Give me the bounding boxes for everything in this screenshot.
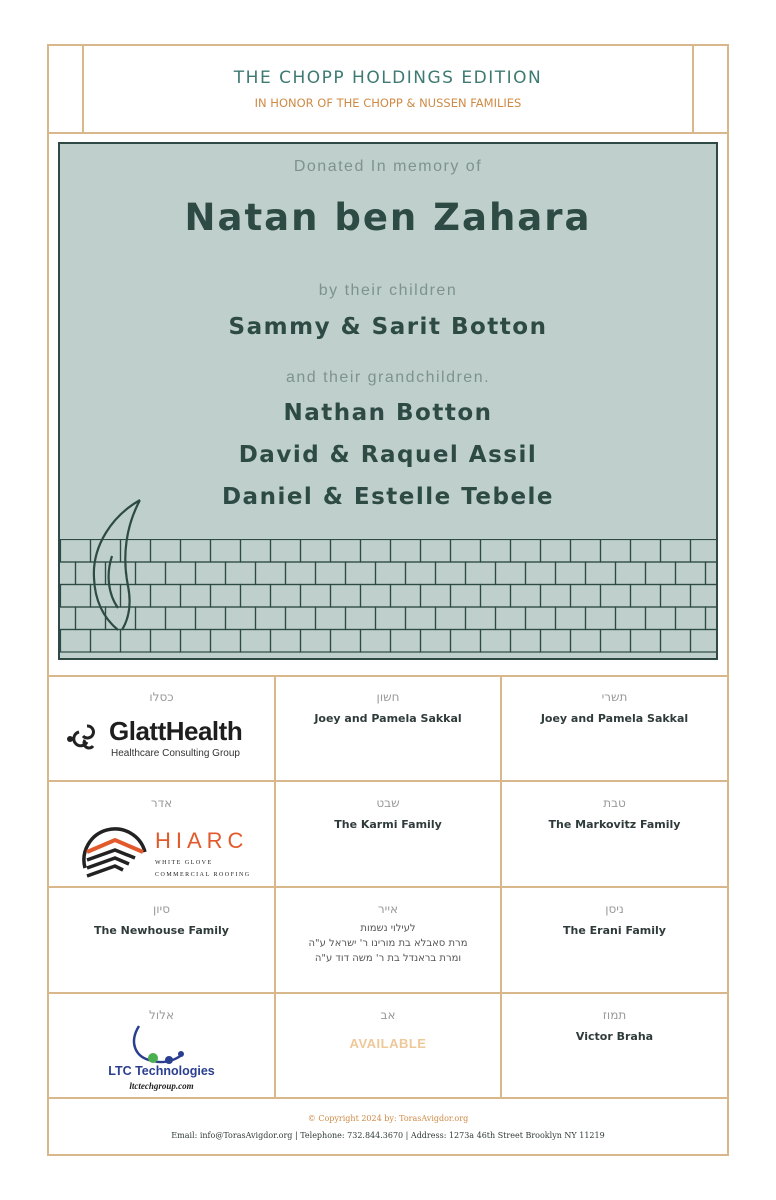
hiarc-name: HIARC: [155, 828, 249, 853]
ltc-icon: [129, 1022, 189, 1066]
glatthealth-logo: [49, 712, 274, 772]
brick: [391, 630, 421, 653]
dedication-line-2: מרת סאבלא בת מורינו ר' ישראל ע"ה: [308, 938, 468, 949]
month-name: שבט: [376, 796, 400, 810]
brick: [541, 630, 571, 653]
brick: [691, 630, 719, 653]
brick: [526, 562, 556, 585]
brick: [601, 540, 631, 563]
brick: [286, 562, 316, 585]
available-label: AVAILABLE: [349, 1036, 427, 1051]
ltc-logo: [49, 1022, 274, 1094]
brick: [601, 630, 631, 653]
brick: [496, 607, 526, 630]
brick: [631, 630, 661, 653]
brick: [151, 585, 181, 608]
brick: [91, 630, 121, 653]
brick: [616, 607, 646, 630]
month-name: אייר: [377, 902, 399, 916]
brick: [496, 562, 526, 585]
brick: [631, 540, 661, 563]
brick: [421, 540, 451, 563]
brick: [406, 607, 436, 630]
memorial-name: Natan ben Zahara: [184, 196, 592, 239]
hiarc-icon: [79, 818, 151, 884]
brick: [451, 630, 481, 653]
brick: [271, 630, 301, 653]
dedication-line-3: ומרת בראנדל בת ר' משה דוד ע"ה: [314, 953, 462, 964]
brick: [511, 630, 541, 653]
month-cell-elul: [49, 1008, 274, 1094]
brick: [196, 562, 226, 585]
grid-line: [47, 1097, 729, 1099]
month-cell-shevat: [276, 796, 500, 831]
memorial-intro: Donated In memory of: [293, 158, 483, 175]
brick: [706, 562, 719, 585]
brick: [451, 585, 481, 608]
brick: [556, 562, 586, 585]
hiarc-line-2: COMMERCIAL ROOFING: [155, 872, 251, 878]
glatthealth-name-b: Health: [165, 716, 243, 746]
month-cell-tevet: [502, 796, 727, 831]
hiarc-logo: [49, 812, 274, 882]
brick: [346, 607, 376, 630]
brick: [571, 630, 601, 653]
brick: [631, 585, 661, 608]
month-name: תמוז: [602, 1008, 627, 1022]
month-name: אב: [380, 1008, 396, 1022]
brick: [151, 630, 181, 653]
grandchildren-intro: and their grandchildren.: [285, 369, 491, 386]
brick: [211, 630, 241, 653]
brick: [481, 585, 511, 608]
glatthealth-tagline: Healthcare Consulting Group: [111, 748, 240, 759]
donor-name: Joey and Pamela Sakkal: [314, 712, 462, 725]
month-name: סיון: [152, 902, 170, 916]
month-name: אדר: [150, 796, 173, 810]
brick: [676, 607, 706, 630]
brick: [256, 562, 286, 585]
brick: [331, 630, 361, 653]
dedication-line-1: לעילוי נשמות: [360, 923, 416, 934]
footer-copyright: © Copyright 2024 by: TorasAvigdor.org: [307, 1114, 469, 1123]
brick: [301, 630, 331, 653]
brick: [481, 630, 511, 653]
donor-name: The Karmi Family: [334, 818, 442, 831]
children-names: Sammy & Sarit Botton: [228, 314, 548, 340]
brick: [181, 585, 211, 608]
brick: [271, 585, 301, 608]
brick: [301, 540, 331, 563]
brick: [406, 562, 436, 585]
brick: [286, 607, 316, 630]
brick: [121, 630, 151, 653]
brick: [661, 630, 691, 653]
brick: [181, 630, 211, 653]
brick: [361, 585, 391, 608]
brick: [181, 540, 211, 563]
brick: [676, 562, 706, 585]
month-cell-iyar: [276, 902, 500, 966]
brick: [271, 540, 301, 563]
glatthealth-icon: [65, 720, 105, 754]
grid-line: [47, 886, 729, 888]
donor-name: The Newhouse Family: [94, 924, 229, 937]
brick: [316, 607, 346, 630]
month-name: ניסן: [605, 902, 624, 916]
donor-name: The Erani Family: [563, 924, 666, 937]
footer-contact: Email: info@TorasAvigdor.org | Telephone: 732.844.3670 | Address: 1273a 46th Street Brooklyn NY 11219: [171, 1131, 605, 1140]
brick: [556, 607, 586, 630]
brick: [226, 562, 256, 585]
brick: [646, 562, 676, 585]
brick: [196, 607, 226, 630]
brick: [421, 630, 451, 653]
brick: [256, 607, 286, 630]
brick: [691, 540, 719, 563]
brick: [376, 562, 406, 585]
brick: [601, 585, 631, 608]
brick: [541, 540, 571, 563]
brick: [301, 585, 331, 608]
brick: [511, 540, 541, 563]
donor-name: Victor Braha: [575, 1030, 654, 1043]
month-name: כסלו: [149, 690, 174, 704]
brick: [241, 630, 271, 653]
brick: [586, 607, 616, 630]
month-cell-tishrei: [502, 690, 727, 725]
brick: [376, 607, 406, 630]
grid-line: [47, 992, 729, 994]
brick: [436, 562, 466, 585]
ltc-url: ltctechgroup.com: [129, 1081, 194, 1091]
brick: [511, 585, 541, 608]
brick: [166, 607, 196, 630]
month-cell-adar: [49, 796, 274, 882]
brick: [586, 562, 616, 585]
brick: [526, 607, 556, 630]
month-name: תשרי: [601, 690, 628, 704]
brick: [571, 540, 601, 563]
children-intro: by their children: [318, 282, 458, 299]
brick: [241, 585, 271, 608]
brick: [60, 607, 76, 630]
donor-name: The Markovitz Family: [548, 818, 681, 831]
brick-wall-graphic: [60, 539, 718, 660]
brick: [661, 585, 691, 608]
brick: [331, 540, 361, 563]
brick: [361, 540, 391, 563]
brick: [571, 585, 601, 608]
month-cell-sivan: [49, 902, 274, 937]
grandchild-1: Nathan Botton: [283, 400, 493, 426]
month-name: אלול: [149, 1008, 174, 1022]
flame-icon: [82, 496, 154, 632]
brick: [211, 540, 241, 563]
edition-honor: IN HONOR OF THE CHOPP & NUSSEN FAMILIES: [254, 96, 522, 110]
brick: [616, 562, 646, 585]
brick: [646, 607, 676, 630]
month-cell-tammuz: [502, 1008, 727, 1043]
edition-title: THE CHOPP HOLDINGS EDITION: [233, 68, 543, 88]
brick: [691, 585, 719, 608]
donor-dedication: [276, 921, 500, 966]
month-cell-cheshvan: [276, 690, 500, 725]
brick: [346, 562, 376, 585]
brick: [706, 607, 719, 630]
brick: [421, 585, 451, 608]
grid-line: [47, 675, 729, 677]
month-cell-av: [276, 1008, 500, 1051]
brick: [151, 540, 181, 563]
brick: [241, 540, 271, 563]
glatthealth-name-a: Glatt: [109, 716, 166, 746]
ltc-name: LTC Technologies: [108, 1064, 215, 1078]
grid-line: [47, 780, 729, 782]
header-divider-left: [82, 44, 84, 134]
month-name: חשון: [376, 690, 400, 704]
brick: [391, 585, 421, 608]
brick: [361, 630, 391, 653]
brick: [331, 585, 361, 608]
brick: [166, 562, 196, 585]
brick: [61, 630, 91, 653]
header-divider-right: [692, 44, 694, 134]
month-name: טבת: [603, 796, 626, 810]
brick: [316, 562, 346, 585]
donor-name: Joey and Pamela Sakkal: [540, 712, 689, 725]
brick: [481, 540, 511, 563]
brick: [211, 585, 241, 608]
brick: [661, 540, 691, 563]
brick: [226, 607, 256, 630]
month-cell-kislev: [49, 690, 274, 772]
brick: [541, 585, 571, 608]
brick: [60, 562, 76, 585]
grandchild-3: Daniel & Estelle Tebele: [221, 484, 555, 510]
brick: [391, 540, 421, 563]
header-box: [47, 44, 729, 134]
brick: [466, 562, 496, 585]
brick: [466, 607, 496, 630]
memorial-panel: [58, 142, 718, 660]
brick: [451, 540, 481, 563]
hiarc-line-1: WHITE GLOVE: [155, 860, 213, 866]
grandchild-2: David & Raquel Assil: [238, 442, 538, 468]
brick: [436, 607, 466, 630]
month-cell-nissan: [502, 902, 727, 937]
